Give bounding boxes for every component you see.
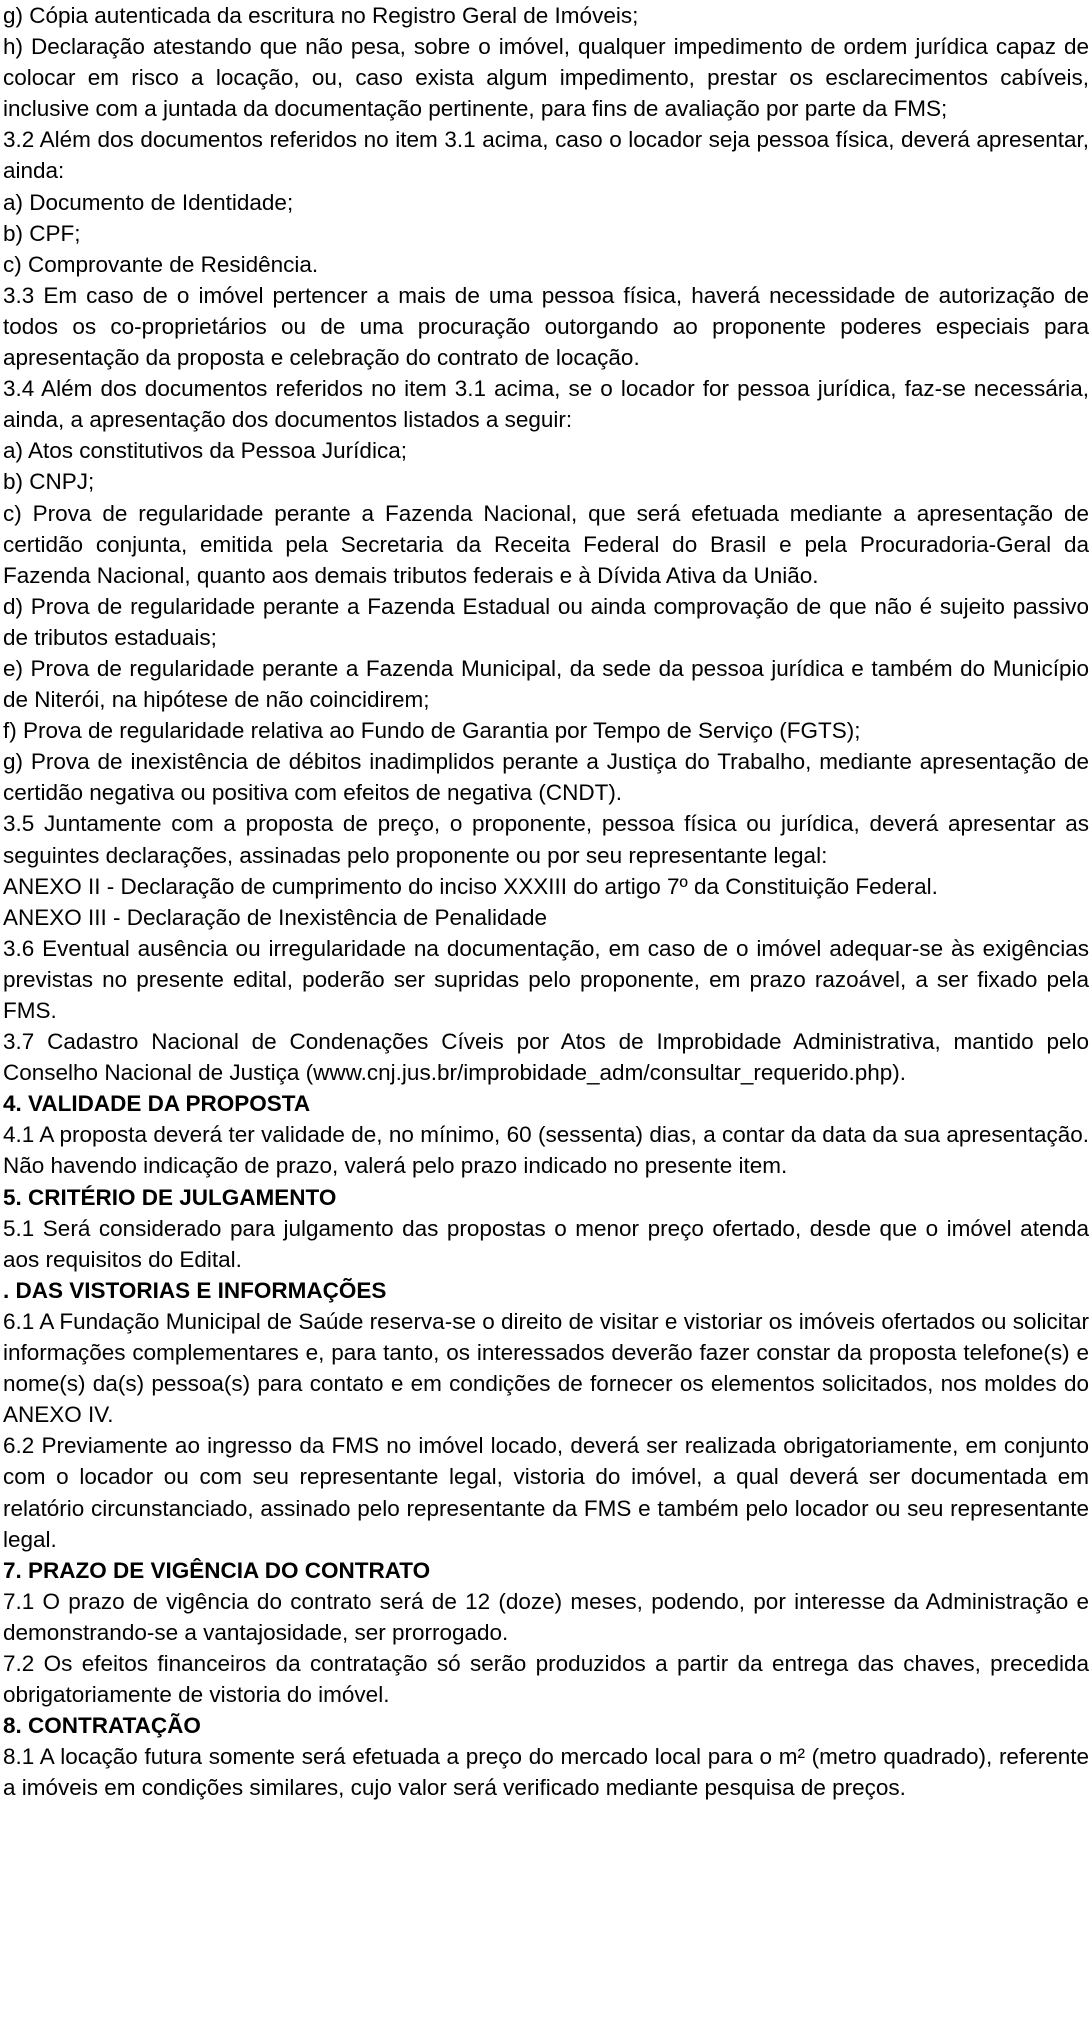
item-a-atos-constitutivos: a) Atos constitutivos da Pessoa Jurídica; <box>3 438 407 464</box>
clause-7-2: 7.2 Os efeitos financeiros da contratação só serão produzidos a partir da entrega das chaves, precedida obrigatoriamente de vistoria do imóvel. <box>3 1650 1089 1708</box>
clause-6-1: 6.1 A Fundação Municipal de Saúde reserva-se o direito de visitar e vistoriar os imóveis ofertados ou solicitar informações complementares e, para tanto, os interessados deverão fazer constar da proposta telefone(s) e nome(s) da(s) pessoa(s) para contato e em condições de fornecer os elementos solicitados, nos moldes do ANEXO IV. <box>3 1308 1089 1428</box>
item-f-fgts: f) Prova de regularidade relativa ao Fundo de Garantia por Tempo de Serviço (FGTS); <box>3 718 861 744</box>
clause-3-7: 3.7 Cadastro Nacional de Condenações Cíveis por Atos de Improbidade Administrativa, mantido pelo Conselho Nacional de Justiça (www.cnj.jus.br/improbidade_adm/consultar_requerido.php). <box>3 1029 1089 1086</box>
clause-7-1: 7.1 O prazo de vigência do contrato será de 12 (doze) meses, podendo, por interesse da Administração e demonstrando-se a vantajosidade, ser prorrogado. <box>3 1588 1089 1645</box>
item-e-fazenda-municipal: e) Prova de regularidade perante a Fazenda Municipal, da sede da pessoa jurídica e também do Município de Niterói, na hipótese de não coincidirem; <box>3 655 1089 713</box>
clause-4-1: 4.1 A proposta deverá ter validade de, no mínimo, 60 (sessenta) dias, a contar da data da sua apresentação. Não havendo indicação de prazo, valerá pelo prazo indicado no presente item. <box>3 1122 1089 1179</box>
item-h-declaracao-impedimento: h) Declaração atestando que não pesa, sobre o imóvel, qualquer impedimento de ordem jurídica capaz de colocar em risco a locação, ou, caso exista algum impedimento, prestar os esclarecimentos cabíveis, inclusive com a juntada da documentação pertinente, para fins de avaliação por parte da FMS; <box>3 34 1089 122</box>
item-g-copia-escritura: g) Cópia autenticada da escritura no Registro Geral de Imóveis; <box>3 3 639 28</box>
item-b-cpf: b) CPF; <box>3 220 81 246</box>
section-heading-6: . DAS VISTORIAS E INFORMAÇÕES <box>3 1277 387 1303</box>
clause-3-3: 3.3 Em caso de o imóvel pertencer a mais de uma pessoa física, haverá necessidade de autorização de todos os co-proprietários ou de uma procuração outorgando ao proponente poderes especiais para apresentação da proposta e celebração do contrato de locação. <box>3 282 1089 371</box>
item-b-cnpj: b) CNPJ; <box>3 469 95 495</box>
item-g-cndt: g) Prova de inexistência de débitos inadimplidos perante a Justiça do Trabalho, mediante apresentação de certidão negativa ou positiva com efeitos de negativa (CNDT). <box>3 749 1089 806</box>
clause-5-1: 5.1 Será considerado para julgamento das propostas o menor preço ofertado, desde que o imóvel atenda aos requisitos do Edital. <box>3 1215 1089 1272</box>
item-a-identidade: a) Documento de Identidade; <box>3 189 294 215</box>
clause-3-2: 3.2 Além dos documentos referidos no item 3.1 acima, caso o locador seja pessoa física, deverá apresentar, ainda: <box>3 127 1089 184</box>
section-heading-8: 8. CONTRATAÇÃO <box>3 1713 201 1739</box>
item-d-fazenda-estadual: d) Prova de regularidade perante a Fazenda Estadual ou ainda comprovação de que não é sujeito passivo de tributos estaduais; <box>3 593 1089 650</box>
item-c-residencia: c) Comprovante de Residência. <box>3 251 319 277</box>
item-c-fazenda-nacional: c) Prova de regularidade perante a Fazenda Nacional, que será efetuada mediante a apresentação de certidão conjunta, emitida pela Secretaria da Receita Federal do Brasil e pela Procuradoria-Geral da Fazenda Nacional, quanto aos demais tributos federais e à Dívida Ativa da União. <box>3 500 1089 588</box>
clause-8-1: 8.1 A locação futura somente será efetuada a preço do mercado local para o m² (metro quadrado), referente a imóveis em condições similares, cujo valor será verificado mediante pesquisa de preços. <box>3 1744 1089 1801</box>
clause-6-2: 6.2 Previamente ao ingresso da FMS no imóvel locado, deverá ser realizada obrigatoriamente, em conjunto com o locador ou com seu representante legal, vistoria do imóvel, a qual deverá ser documentada em relatório circunstanciado, assinado pelo representante da FMS e também pelo locador ou seu representante legal. <box>3 1433 1089 1552</box>
section-heading-7: 7. PRAZO DE VIGÊNCIA DO CONTRATO <box>3 1557 431 1583</box>
anexo-ii: ANEXO II - Declaração de cumprimento do inciso XXXIII do artigo 7º da Constituição Federal. <box>3 873 938 899</box>
clause-3-5: 3.5 Juntamente com a proposta de preço, o proponente, pessoa física ou jurídica, deverá apresentar as seguintes declarações, assinadas pelo proponente ou por seu representante legal: <box>3 811 1089 868</box>
clause-3-4: 3.4 Além dos documentos referidos no item 3.1 acima, se o locador for pessoa jurídica, faz-se necessária, ainda, a apresentação dos documentos listados a seguir: <box>3 376 1089 433</box>
clause-3-6: 3.6 Eventual ausência ou irregularidade na documentação, em caso de o imóvel adequar-se às exigências previstas no presente edital, poderão ser supridas pelo proponente, em prazo razoável, a ser fixado pela FMS. <box>3 935 1089 1023</box>
section-heading-5: 5. CRITÉRIO DE JULGAMENTO <box>3 1184 337 1210</box>
anexo-iii: ANEXO III - Declaração de Inexistência de Penalidade <box>3 904 548 930</box>
section-heading-4: 4. VALIDADE DA PROPOSTA <box>3 1091 311 1117</box>
